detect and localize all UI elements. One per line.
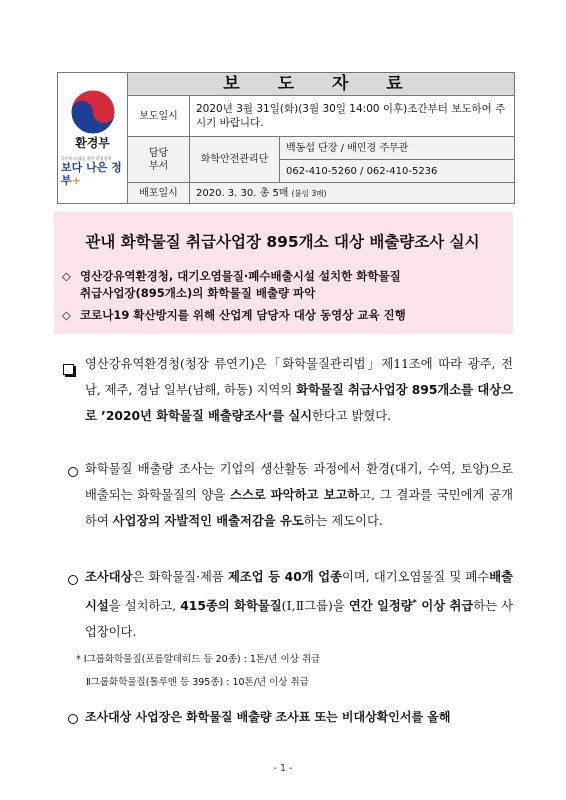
p3-text-bold-k: 이상 취급 bbox=[416, 599, 474, 614]
page-number: - 1 - bbox=[273, 763, 293, 774]
diamond-icon: ◇ bbox=[62, 269, 71, 283]
circle-bullet-icon bbox=[68, 575, 78, 585]
dist-note: (붙임 3매) bbox=[291, 188, 327, 198]
p2-text-bold-1: 스스로 파악하고 보고하 bbox=[230, 488, 360, 502]
p2-text-c: 고, 그 결과를 국민에게 공개하여 bbox=[85, 488, 513, 528]
p3-text-f: 을 설치하고, bbox=[108, 599, 181, 614]
dist-label: 배포일시 bbox=[128, 183, 190, 204]
body-paragraph-2 bbox=[85, 456, 513, 534]
p1-text-c: 한다고 밝혔다. bbox=[312, 409, 392, 423]
body-paragraph-4: 조사대상 사업장은 화학물질 배출량 조사표 또는 비대상확인서를 올해 bbox=[85, 710, 451, 724]
release-text: 2020년 3월 31일(화)(3월 30일 14:00 이후)조간부터 보도하여 주시기 바랍니다. bbox=[190, 96, 515, 137]
contacts-names: 백동섭 단장 / 배민경 주무관 bbox=[280, 137, 515, 160]
dept-name: 화학안전관리단 bbox=[190, 137, 280, 183]
p3-text-h: (Ⅰ,Ⅱ그룹)을 bbox=[281, 599, 349, 614]
headline-box bbox=[54, 212, 513, 334]
contacts-phones: 062-410-5260 / 062-410-5236 bbox=[280, 160, 515, 183]
headline-bullet-1 bbox=[62, 268, 503, 285]
p1-text-bold: 화학물질 취급사업장 895개소를 대상으로 ’2020년 화학물질 배출량조사‘를 실시 bbox=[85, 383, 514, 423]
release-label: 보도일시 bbox=[128, 96, 190, 137]
footnote-1: * Ⅰ그룹화학물질(포름알데히드 등 20종) : 1톤/년 이상 취급 bbox=[76, 654, 321, 665]
press-release-title: 보 도 자 료 bbox=[128, 73, 515, 96]
headline-bullet-2 bbox=[62, 307, 503, 324]
footnote-asterisk: * bbox=[412, 598, 417, 607]
bullet-1-line1: 영산강유역환경청, 대기오염물질·폐수배출시설 설치한 화학물질 bbox=[80, 269, 401, 283]
bullet-1-line2: 취급사업장(895개소)의 화학물질 배출량 파악 bbox=[80, 286, 316, 300]
dist-cell bbox=[190, 183, 515, 204]
p3-text-bold-c: 제조업 등 40개 업종 bbox=[228, 570, 343, 584]
slogan-plus-icon: + bbox=[71, 174, 81, 187]
logo-cell bbox=[58, 73, 128, 204]
circle-bullet-icon bbox=[68, 714, 78, 724]
body-paragraph-1 bbox=[85, 351, 513, 429]
press-header-table bbox=[57, 72, 515, 204]
headline-title: 관내 화학물질 취급사업장 895개소 대상 배출량조사 실시 bbox=[85, 233, 480, 251]
bullet-2-line1: 코로나19 확산방지를 위해 산업계 담당자 대상 동영상 교육 진행 bbox=[80, 308, 406, 322]
p3-text-bold-e: 배출시설 bbox=[85, 570, 513, 614]
body-paragraph-3 bbox=[85, 564, 513, 645]
p2-text-bold-2: 사업장의 자발적인 배출저감을 유도 bbox=[112, 514, 304, 528]
p3-text-b: 은 화학물질·제품 bbox=[132, 570, 228, 584]
slogan-small-text: 국민과 미래를 위한 환경정책 bbox=[61, 156, 112, 161]
dist-date: 2020. 3. 30. 총 5매 bbox=[196, 187, 289, 199]
circle-bullet-icon bbox=[68, 467, 78, 477]
p3-text-bold-g: 415종의 화학물질 bbox=[180, 599, 282, 614]
p3-text-bold-i: 연간 일정량 bbox=[348, 599, 413, 614]
government-slogan bbox=[61, 156, 124, 187]
ministry-name: 환경부 bbox=[75, 136, 110, 150]
p2-text-e: 하는 제도이다. bbox=[303, 514, 383, 528]
p3-text-bold-a: 조사대상 bbox=[85, 570, 133, 584]
p1-text-a: 영산강유역환경청(청장 류연기)은「화학물질관리법」제11조에 따라 광주, 전남, 제주, 경남 일부(남해, 하동) 지역의 bbox=[85, 357, 513, 397]
p3-text-l: 하는 사업장이다. bbox=[85, 599, 514, 640]
checkbox-bullet-icon bbox=[63, 364, 74, 375]
diamond-icon: ◇ bbox=[62, 308, 71, 322]
taegeuk-emblem-icon bbox=[70, 89, 116, 135]
slogan-main-text: 보다 나은 정부 bbox=[61, 161, 122, 187]
p3-text-d: 이며, 대기오염물질 및 폐수 bbox=[342, 570, 490, 584]
dept-label: 담당 부서 bbox=[128, 137, 190, 183]
p2-text-a: 화학물질 배출량 조사는 기업의 생산활동 과정에서 환경(대기, 수역, 토양)으로 배출되는 화학물질의 양을 bbox=[85, 462, 513, 502]
footnote-2: Ⅱ그룹화학물질(톨루엔 등 395종) : 10톤/년 이상 취급 bbox=[86, 677, 309, 688]
